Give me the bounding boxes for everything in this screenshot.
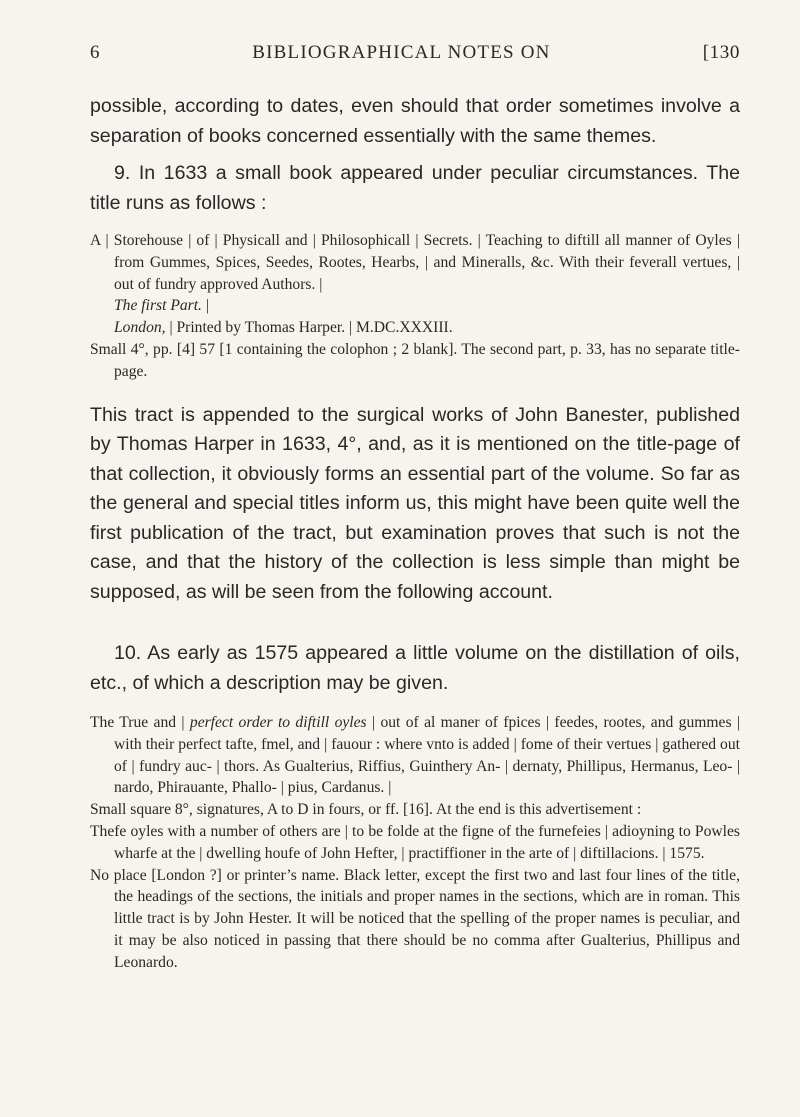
bibliographic-entry-1 [90,230,740,383]
entry2-title-italic: perfect order to diftill oyles [189,714,367,732]
entry1-title [90,230,740,339]
page-number: 6 [90,42,101,63]
entry2-title-post: | out of al maner of fpices | feedes, rootes, and gummes | with their perfect tafte, fmel, and | fauour : where vnto is added | fome of their vertues | gathered out of | fundry auc- | thors. As Gualterius, Riffius, Guinthery An- | dernaty, Phillipus, Hermanus, Leo- | nardo, Phirauante, Phallo- | pius, Cardanus. | [114,714,740,797]
entry2-title [90,712,740,799]
page [90,42,740,974]
intro-paragraph: possible, according to dates, even should that order sometimes involve a separation of books concerned essentially with the same themes. [90,95,740,147]
paragraph-10: 10. As early as 1575 appeared a little volume on the distillation of oils, etc., of which a description may be given. [90,642,740,694]
bibliographic-entry-2 [90,712,740,974]
entry1-part: The first Part. [114,297,202,315]
paragraph-tract: This tract is appended to the surgical works of John Banester, published by Thomas Harper in 1633, 4°, and, as it is mentioned on the title-page of that collection, it obviously forms an essential part of the volume. So far as the general and special titles inform us, this might have been quite well the first publication of the tract, but examination proves that such is not the case, and that the history of the collection is less simple than might be supposed, as will be seen from the following account. [90,403,740,603]
entry1-place: London, [114,319,166,337]
running-title: BIBLIOGRAPHICAL NOTES ON [252,42,551,63]
entry2-collation: Small square 8°, signatures, A to D in fours, or ff. [16]. At the end is this advertisement : [90,801,642,819]
section-reference: [130 [702,42,740,63]
entry1-title-text: A | Storehouse | of | Physicall and | Philosophicall | Secrets. | Teaching to diftill all manner of Oyles | from Gummes, Spices, Seedes, Rootes, Hearbs, | and Mineralls, &c. With their feverall vertues, | out of fundry approved Authors. | [90,232,740,293]
entry2-note: No place [London ?] or printer’s name. Black letter, except the first two and last four lines of the title, the headings of the sections, the initials and proper names in the sections, which are in roman. This little tract is by John Hester. It will be noticed that the spelling of the proper names is peculiar, and it may be also noticed in passing that there should be no comma after Gualterius, Phillipus and Leonardo. [90,866,740,971]
running-header [90,42,740,64]
entry1-part-bar: | [201,297,209,315]
entry1-imprint: | Printed by Thomas Harper. | M.DC.XXXIII. [165,319,453,337]
entry2-advertisement: Thefe oyles with a number of others are | to be folde at the figne of the furnefeies | adioyning to Powles wharfe at the | dwelling houfe of John Hefter, | practiffioner in the arte of | diftillacions. | 1575. [90,823,740,862]
entry1-collation: Small 4°, pp. [4] 57 [1 containing the colophon ; 2 blank]. The second part, p. 33, has no separate title-page. [90,340,740,380]
paragraph-9: 9. In 1633 a small book appeared under peculiar circumstances. The title runs as follows : [90,162,740,214]
entry2-title-pre: The True and | [90,714,190,732]
